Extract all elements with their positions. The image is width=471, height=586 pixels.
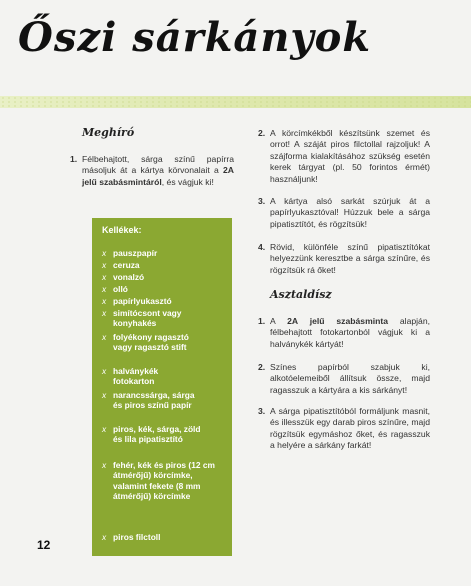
kellek-item: x vonalzó: [102, 272, 145, 282]
step-number: 2.: [258, 362, 266, 372]
page-number: 12: [37, 538, 51, 552]
step-text: A körcímkékből készítsünk szemet és orrot! A száját piros filctollal rajzoljuk! A szájforma kialakításához szükség esetén kerek tárgyat (pl. 50 forintos érmét) használjunk!: [270, 128, 430, 184]
x-bullet-icon: x: [102, 272, 107, 282]
step-bold-text: 2A jelű szabásmintáról: [82, 165, 234, 187]
x-bullet-icon: x: [102, 460, 107, 470]
meghiro-step-1: [70, 154, 234, 188]
asztaldisz-step-3: [258, 406, 430, 452]
kellek-item: x halványkék fotokarton: [102, 366, 159, 387]
step-text: A: [270, 316, 288, 326]
kellekek-title: Kellékek:: [102, 225, 142, 235]
kellek-item: x piros filctoll: [102, 532, 161, 542]
section-heading-asztaldisz: Asztaldísz: [270, 288, 332, 301]
kellek-item: x fehér, kék és piros (12 cm átmérőjű) körcímke, valamint fekete (8 mm átmérőjű) körcímke: [102, 460, 215, 502]
x-bullet-icon: x: [102, 248, 107, 258]
x-bullet-icon: x: [102, 296, 107, 306]
step-text: Félbehajtott, sárga színű papírra másoljuk át a kártya körvonalait a: [82, 154, 234, 176]
kellek-item: x ceruza: [102, 260, 140, 270]
kellek-item: x olló: [102, 284, 128, 294]
kellek-item: x folyékony ragasztó vagy ragasztó stift: [102, 332, 189, 353]
step-number: 1.: [258, 316, 266, 326]
right-step-4: [258, 242, 430, 276]
x-bullet-icon: x: [102, 532, 107, 542]
right-step-3: [258, 196, 430, 230]
right-step-2: [258, 128, 430, 185]
kellek-item: x papírlyukasztó: [102, 296, 172, 306]
decorative-stripe: [0, 96, 471, 108]
step-number: 2.: [258, 128, 266, 138]
x-bullet-icon: x: [102, 284, 107, 294]
kellek-item: x simítócsont vagy konyhakés: [102, 308, 182, 329]
step-text: , és vágjuk ki!: [161, 176, 214, 187]
asztaldisz-step-2: [258, 362, 430, 396]
step-number: 4.: [258, 242, 266, 252]
x-bullet-icon: x: [102, 260, 107, 270]
x-bullet-icon: x: [102, 424, 107, 434]
x-bullet-icon: x: [102, 366, 107, 376]
asztaldisz-step-1: [258, 316, 430, 350]
step-number: 3.: [258, 196, 266, 206]
kellek-item: x narancssárga, sárga és piros színű papír: [102, 390, 195, 411]
section-heading-meghiro: Meghíró: [82, 126, 135, 139]
kellek-item: x pauszpapír: [102, 248, 158, 258]
step-text: Rövid, különféle színű pipatisztítókat helyezzünk keresztbe a sárga színűre, és rögzítsük rá őket!: [270, 242, 430, 275]
step-text: A sárga pipatisztítóból formáljunk masnit, és illesszük egy darab piros színűre, majd rögzítsük egymáshoz őket, és ragasszuk a helyére a sárkány farkát!: [270, 406, 430, 451]
step-bold-text: 2A jelű szabásminta: [287, 316, 388, 326]
step-number: 1.: [70, 154, 78, 164]
step-text: A kártya alsó sarkát szúrjuk át a papírlyukasztóval! Húzzuk bele a sárga pipatisztítót, és rögzítsük!: [270, 196, 430, 229]
page-title: Őszi sárkányok: [18, 14, 372, 61]
step-text: alapján, félbehajtott fotokartonból vágjuk ki a halványkék kártyát!: [270, 316, 430, 349]
x-bullet-icon: x: [102, 332, 107, 342]
step-text: Színes papírból szabjuk ki, alkotóelemeiből állítsuk össze, majd ragasszuk a kártyára a kis sárkányt!: [270, 362, 430, 395]
x-bullet-icon: x: [102, 390, 107, 400]
x-bullet-icon: x: [102, 308, 107, 318]
step-number: 3.: [258, 406, 266, 416]
kellek-item: x piros, kék, sárga, zöld és lila pipatisztító: [102, 424, 201, 445]
